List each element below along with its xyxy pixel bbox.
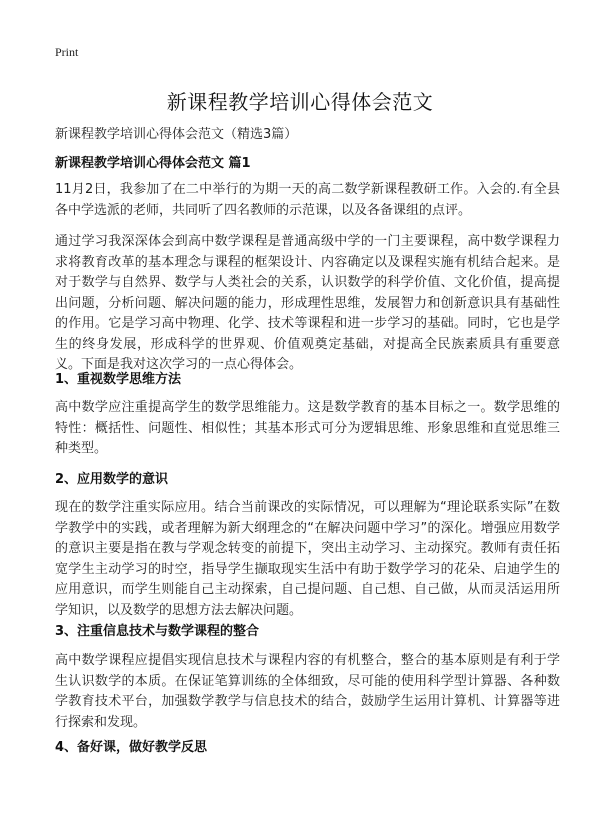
section-body-2: 现在的数学注重实际应用。结合当前课改的实际情况，可以理解为“理论联系实际”在数学教学中的实践，或者理解为新大纲理念的“在解决问题中学习”的深化。增强应用数学的意识主要是指在教与学观念转变的前提下，突出主动学习、主动探究。教师有责任拓宽学生主动学习的时空，指导学生撷取现实生活中有助于数学学习的花朵、启迪学生的应用意识，而学生则能自己主动探索，自己提问题、自己想、自己做，从而灵活运用所学知识，以及数学的思想方法去解决问题。 [55,500,560,618]
paragraph-body: 通过学习我深深体会到高中数学课程是普通高级中学的一门主要课程，高中数学课程力求将教育改革的基本理念与课程的框架设计、内容确定以及课程实施有机结合起来。是对于数学与自然界、数学与人类社会的关系，认识数学的科学价值、文化价值，提高提出问题，分析问题、解决问题的能力，形成理性思维，发展智力和创新意识具有基础性的作用。它是学习高中物理、化学、技术等课程和进一步学习的基础。同时，它也是学生的终身发展，形成科学的世界观、价值观奠定基础，对提高全民族素质具有重要意义。下面是我对这次学习的一点心得体会。 [55,234,560,372]
section-heading-3: 3、注重信息技术与数学课程的整合 [55,624,260,639]
document-title: 新课程教学培训心得体会范文 [166,90,434,114]
section-heading-4: 4、备好课，做好教学反思 [55,740,208,755]
article-heading: 新课程教学培训心得体会范文 篇1 [55,156,251,171]
section-body-3: 高中数学课程应提倡实现信息技术与课程内容的有机整合，整合的基本原则是有利于学生认识数学的本质。在保证笔算训练的全体细致，尽可能的使用科学型计算器、各种数学教育技术平台，加强数学教学与信息技术的结合，鼓励学生运用计算机、计算器等进行探索和发现。 [55,653,560,730]
document-subtitle: 新课程教学培训心得体会范文（精选3篇） [55,127,298,142]
section-body-1: 高中数学应注重提高学生的数学思维能力。这是数学教育的基本目标之一。数学思维的特性：概括性、问题性、相似性；其基本形式可分为逻辑思维、形象思维和直觉思维三种类型。 [55,400,560,456]
section-heading-2: 2、应用数学的意识 [55,472,169,487]
print-label[interactable]: Print [55,45,79,59]
section-heading-1: 1、重视数学思维方法 [55,372,182,387]
paragraph-intro: 11月2日，我参加了在二中举行的为期一天的高二数学新课程教研工作。入会的.有全县各中学选派的老师，共同听了四名教师的示范课，以及各备课组的点评。 [55,182,560,218]
